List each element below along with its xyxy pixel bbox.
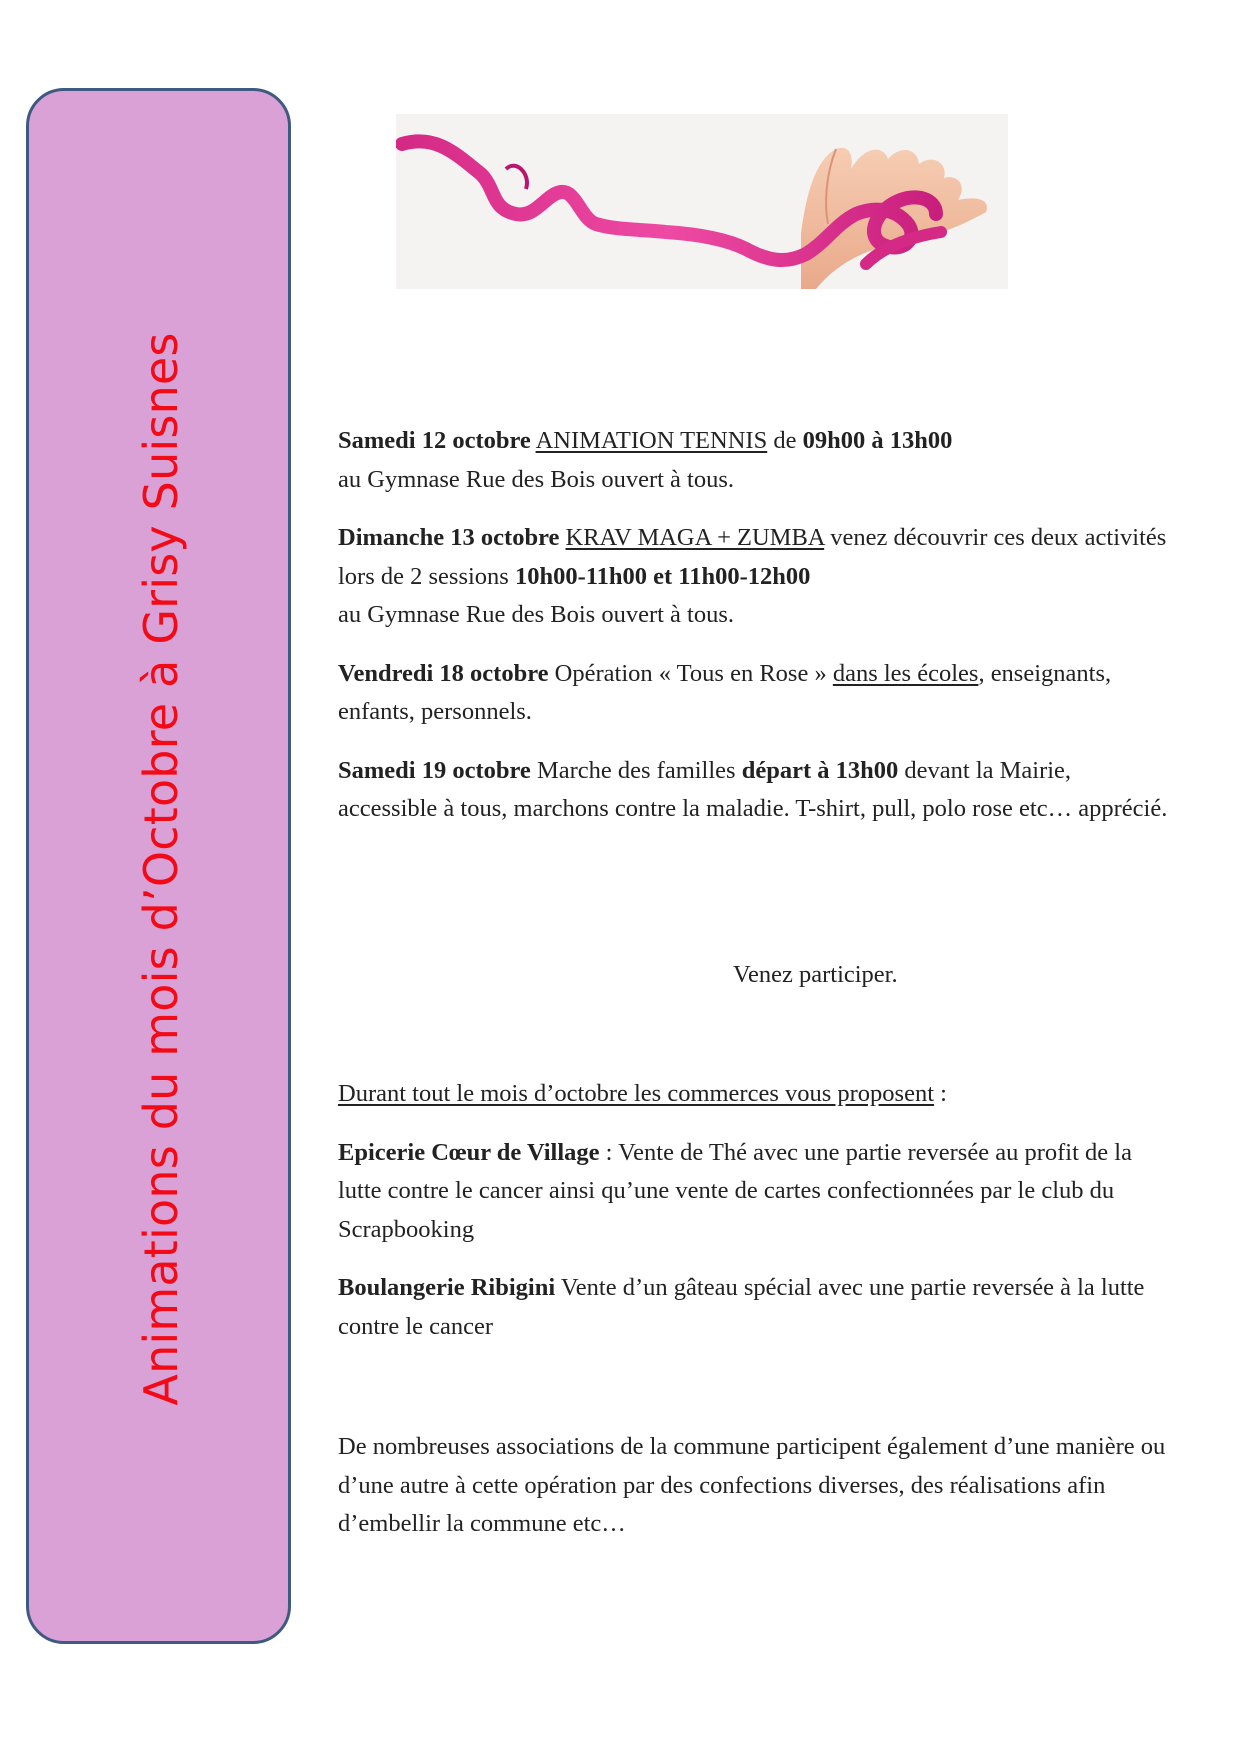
shop-item [338, 1134, 1168, 1250]
invite-text: Venez participer. [733, 961, 898, 988]
event-item [338, 422, 1168, 499]
event-text: Opération « Tous en Rose » [548, 659, 833, 687]
event-location: au Gymnase Rue des Bois ouvert à tous. [338, 601, 735, 628]
associations-text: De nombreuses associations de la commune participent également d’une manière ou d’une autre à cette opération par des confections diverses, des réalisations afin d’embellir la commune etc… [338, 1433, 1166, 1537]
event-time: départ à 13h00 [741, 756, 899, 784]
event-time: 10h00-11h00 et 11h00-12h00 [514, 562, 811, 590]
event-text: Marche des familles [530, 756, 742, 784]
event-item [338, 752, 1168, 829]
sidebar-title: Animations du mois d’Octobre à Grisy Suisnes [134, 332, 188, 1406]
sidebar-panel [26, 88, 291, 1644]
event-text: venez découvrir ces deux activités lors de 2 sessions [338, 524, 1167, 590]
event-time: 09h00 à 13h00 [802, 427, 953, 454]
event-text: , enseignants, enfants, personnels. [338, 659, 1112, 725]
shop-name: Boulangerie Ribigini [338, 1274, 556, 1301]
event-activity: KRAV MAGA + ZUMBA [565, 524, 825, 551]
event-location: au Gymnase Rue des Bois ouvert à tous. [338, 465, 735, 493]
event-day: Samedi 12 octobre [338, 427, 531, 454]
shop-text: : Vente de Thé avec une partie reversée au profit de la lutte contre le cancer ainsi qu’une vente de cartes confectionnées par le club du Scrapbooking [338, 1138, 1132, 1243]
event-day: Samedi 19 octobre [338, 756, 531, 784]
shop-text: Vente d’un gâteau spécial avec une partie reversée à la lutte contre le cancer [338, 1274, 1145, 1340]
event-day: Vendredi 18 octobre [338, 659, 549, 687]
commerces-heading-line [338, 1075, 1168, 1114]
event-item [338, 519, 1168, 635]
events-section [338, 422, 1168, 829]
commerces-heading-suffix: : [934, 1080, 947, 1107]
event-day: Dimanche 13 octobre [338, 524, 560, 551]
event-item [338, 655, 1168, 732]
event-activity: ANIMATION TENNIS [535, 427, 768, 454]
event-text: devant la Mairie, accessible à tous, marchons contre la maladie. T-shirt, pull, polo rose etc… apprécié. [338, 756, 1168, 822]
shop-item [338, 1269, 1168, 1346]
commerces-section [338, 1075, 1168, 1346]
pink-ribbon-hand-icon [396, 114, 1008, 289]
event-text: de [767, 427, 803, 454]
associations-section [338, 1428, 1168, 1544]
shop-name: Epicerie Cœur de Village [338, 1138, 600, 1166]
event-underlined: dans les écoles [832, 659, 979, 687]
commerces-heading: Durant tout le mois d’octobre les commerces vous proposent [338, 1080, 935, 1107]
pink-ribbon-banner [396, 114, 1008, 289]
